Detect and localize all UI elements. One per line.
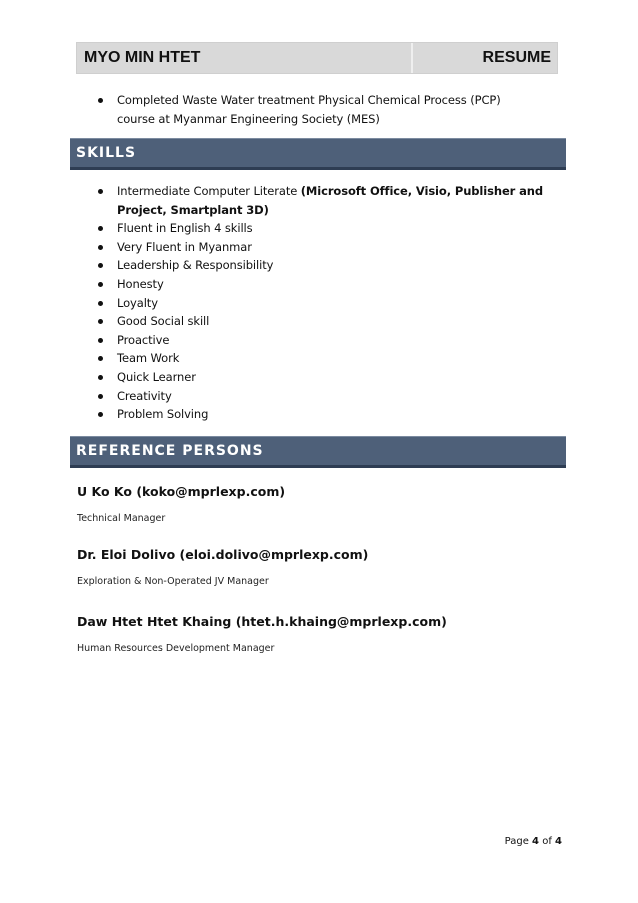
list-item-text: Team Work [117,351,180,366]
list-item [98,312,548,331]
list-item [98,238,548,257]
list-item-text: Creativity [117,388,172,403]
list-item-text: Leadership & Responsibility [117,258,274,273]
list-item-bold-text: (Microsoft Office, Visio, Publisher and Project, Smartplant 3D) [117,184,543,217]
list-item [98,219,548,238]
footer-total-pages: 4 [555,836,562,847]
list-item-text: Loyalty [117,295,158,310]
section-heading-references [70,436,566,468]
list-item-text: Proactive [117,332,170,347]
list-item [98,368,548,387]
list-item-text: Very Fluent in Myanmar [117,239,252,254]
section-heading-text: REFERENCE PERSONS [76,443,264,459]
list-item [98,275,548,294]
list-item-text: Intermediate Computer Literate [117,184,301,198]
footer-of-label: of [542,836,552,847]
footer-page-label: Page [504,836,529,847]
reference-name: Daw Htet Htet Khaing (htet.h.khaing@mprlexp.com) [77,614,447,629]
candidate-name: MYO MIN HTET [84,49,201,66]
resume-header [76,42,558,74]
reference-person [77,484,557,524]
list-item [98,256,548,275]
document-title: RESUME [482,49,551,66]
reference-role: Technical Manager [77,513,166,524]
list-item-text: Quick Learner [117,369,196,384]
list-item-text: Fluent in English 4 skills [117,221,253,236]
training-list [98,91,538,128]
header-divider [411,43,413,73]
list-item [98,405,548,424]
page-footer [505,836,562,847]
list-item-text: Completed Waste Water treatment Physical Chemical Process (PCP) course at Myanmar Engineering Society (MES) [117,93,501,126]
section-heading-text: SKILLS [76,145,137,161]
list-item-text: Honesty [117,276,164,291]
footer-page-number: 4 [532,836,540,847]
reference-role: Human Resources Development Manager [77,643,275,654]
list-item [98,331,548,350]
reference-person [77,614,557,654]
reference-person [77,547,557,587]
skills-list [98,182,548,424]
list-item [98,182,548,219]
list-item [98,349,548,368]
section-heading-skills [70,138,566,170]
list-item-text: Good Social skill [117,314,210,329]
reference-role: Exploration & Non-Operated JV Manager [77,576,269,587]
list-item [98,91,538,128]
list-item-text: Problem Solving [117,407,209,422]
list-item [98,387,548,406]
list-item [98,294,548,313]
reference-name: Dr. Eloi Dolivo (eloi.dolivo@mprlexp.com) [77,547,369,562]
reference-name: U Ko Ko (koko@mprlexp.com) [77,484,286,499]
